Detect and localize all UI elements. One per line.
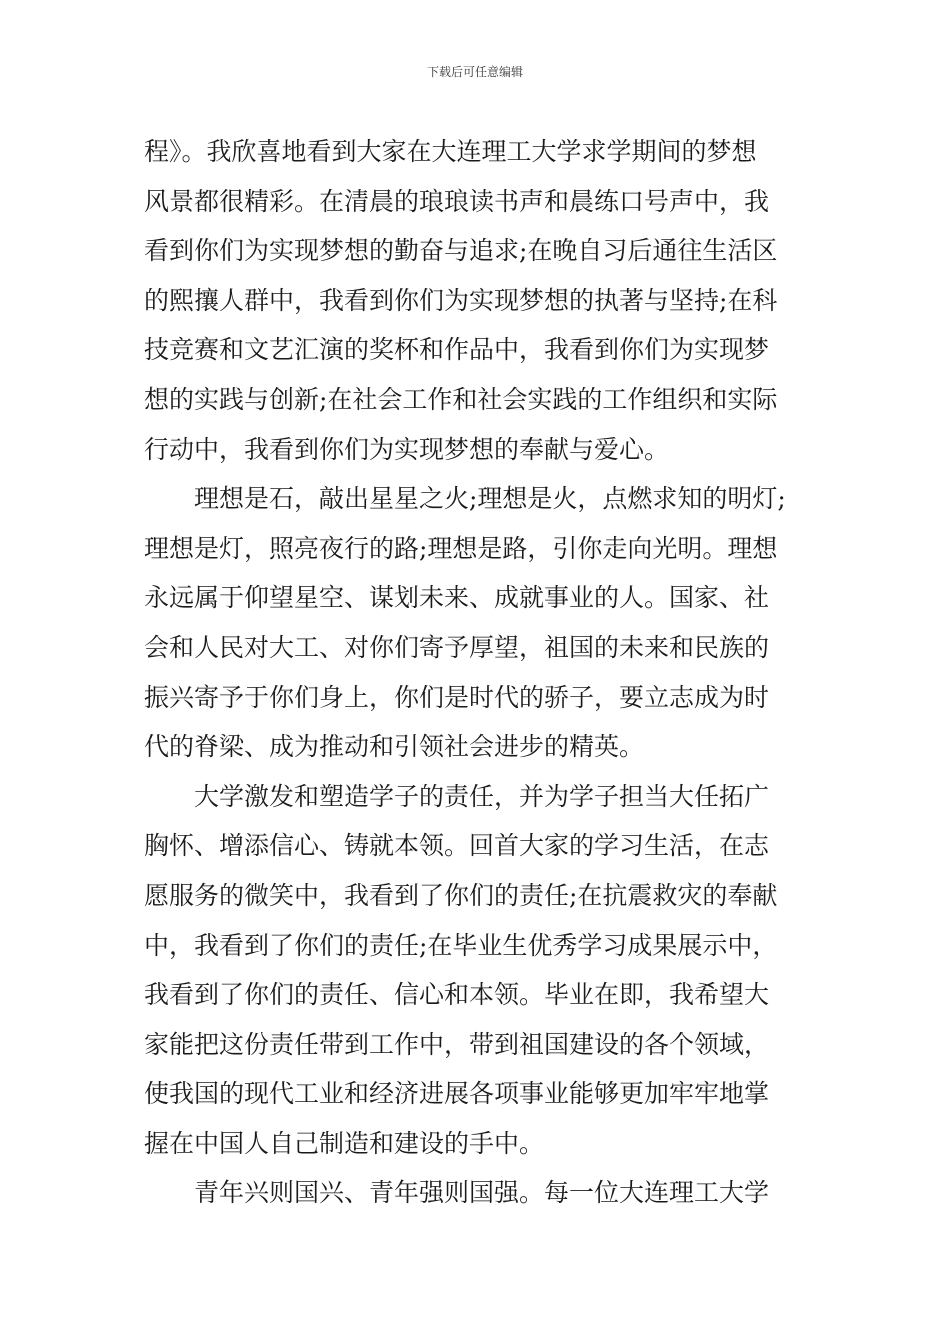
text-line: 我看到了你们的责任、信心和本领。毕业在即，我希望大 [144, 980, 770, 1010]
text-line: 的熙攘人群中，我看到你们为实现梦想的执著与坚持;在科 [144, 285, 778, 315]
paragraph-2 [144, 474, 814, 772]
text-line: 程》。我欣喜地看到大家在大连理工大学求学期间的梦想 [144, 137, 757, 166]
text-line: 技竞赛和文艺汇演的奖杯和作品中，我看到你们为实现梦 [144, 335, 770, 365]
text-line: 握在中国人自己制造和建设的手中。 [144, 1128, 545, 1158]
paragraph-1 [144, 127, 814, 474]
paragraph-3 [144, 772, 814, 1169]
text-line: 中，我看到了你们的责任;在毕业生优秀学习成果展示中， [144, 930, 778, 960]
text-line: 理想是灯，照亮夜行的路;理想是路，引你走向光明。理想 [144, 533, 778, 563]
text-line: 振兴寄予于你们身上，你们是时代的骄子，要立志成为时 [144, 682, 770, 712]
text-line: 理想是石，敲出星星之火;理想是火，点燃求知的明灯; [194, 484, 786, 514]
text-line: 想的实践与创新;在社会工作和社会实践的工作组织和实际 [144, 384, 778, 414]
text-line: 胸怀、增添信心、铸就本领。回首大家的学习生活，在志 [144, 831, 770, 861]
document-body [144, 127, 814, 1218]
text-line: 行动中，我看到你们为实现梦想的奉献与爱心。 [144, 434, 670, 464]
text-line: 使我国的现代工业和经济进展各项事业能够更加牢牢地掌 [144, 1079, 770, 1109]
text-line: 愿服务的微笑中，我看到了你们的责任;在抗震救灾的奉献 [144, 880, 778, 910]
text-line: 代的脊梁、成为推动和引领社会进步的精英。 [144, 732, 645, 762]
text-line: 看到你们为实现梦想的勤奋与追求;在晚自习后通往生活区 [144, 236, 778, 266]
page-header: 下载后可任意编辑 [426, 65, 523, 79]
paragraph-4 [144, 1168, 814, 1218]
text-line: 永远属于仰望星空、谋划未来、成就事业的人。国家、社 [144, 583, 770, 613]
text-line: 青年兴则国兴、青年强则国强。每一位大连理工大学 [194, 1178, 770, 1208]
text-line: 会和人民对大工、对你们寄予厚望，祖国的未来和民族的 [144, 632, 770, 662]
text-line: 大学激发和塑造学子的责任，并为学子担当大任拓广 [194, 781, 770, 811]
text-line: 风景都很精彩。在清晨的琅琅读书声和晨练口号声中，我 [144, 186, 770, 216]
text-line: 家能把这份责任带到工作中，带到祖国建设的各个领域， [144, 1029, 770, 1059]
